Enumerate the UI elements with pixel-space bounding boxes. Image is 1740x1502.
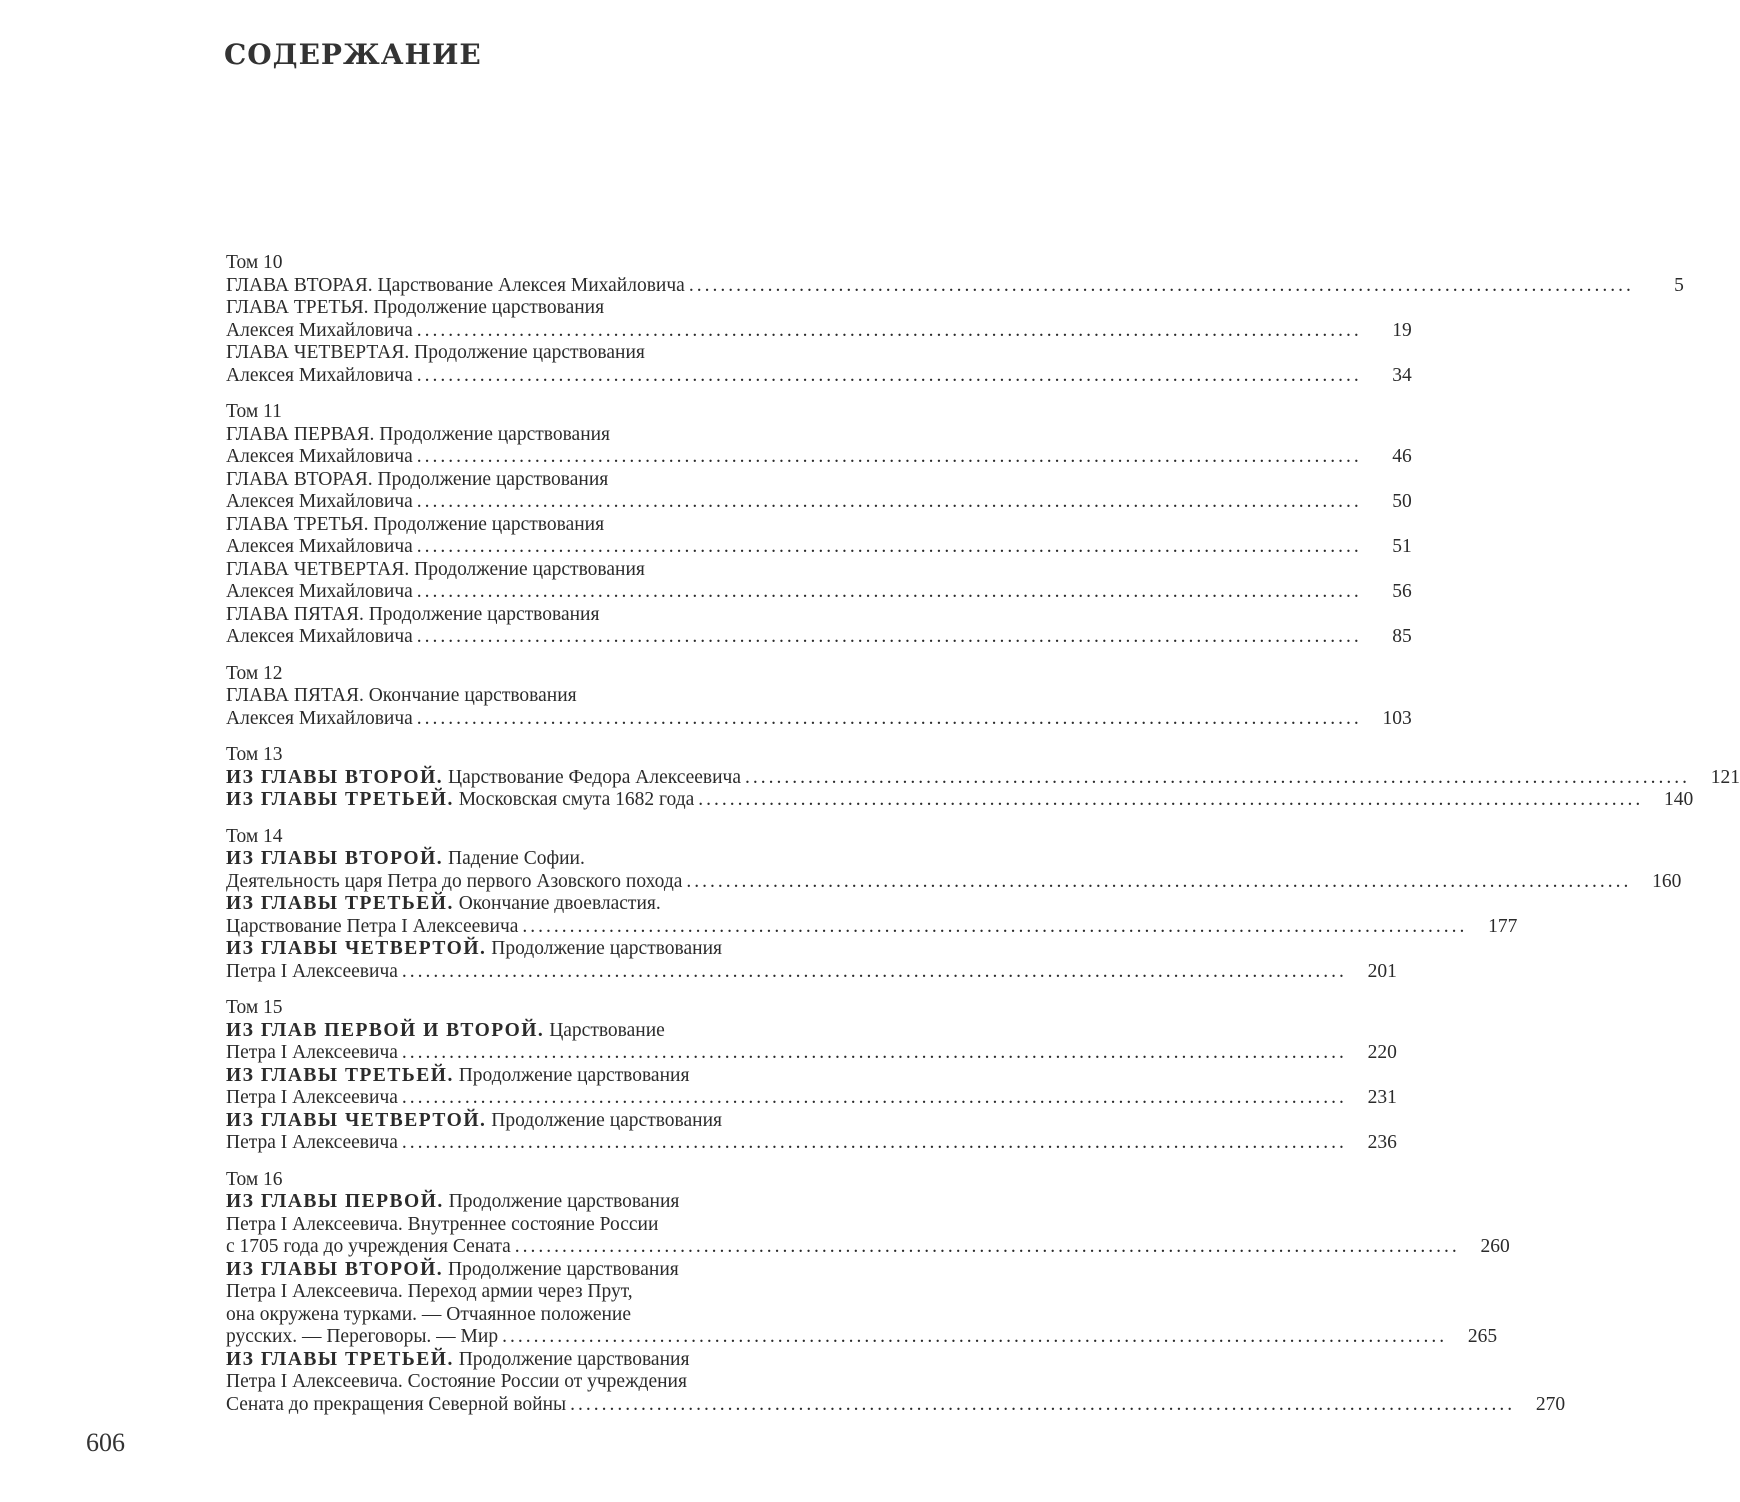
toc-entry-text: ИЗ ГЛАВ ПЕРВОЙ И ВТОРОЙ. Царствование: [226, 1019, 665, 1041]
toc-entry-text: ИЗ ГЛАВЫ ВТОРОЙ. Продолжение царствования: [226, 1258, 679, 1280]
toc-entry-text: Алексея Михайловича: [226, 581, 413, 602]
toc-entry-text: ГЛАВА ТРЕТЬЯ. Продолжение царствования: [226, 297, 605, 318]
toc-entry-text: Алексея Михайловича: [226, 536, 413, 557]
toc-entry-text: ИЗ ГЛАВЫ ЧЕТВЕРТОЙ. Продолжение царствования: [226, 1109, 722, 1131]
toc-line: [226, 848, 822, 871]
toc-page-number: 220: [1367, 1042, 1397, 1063]
toc-line: [226, 1132, 1397, 1155]
toc-line: [226, 938, 822, 961]
toc-entry-text: Петра I Алексеевича: [226, 960, 398, 982]
dot-leader: ........................................................................................................................: [745, 766, 1691, 788]
toc-entry-text: Петра I Алексеевича: [226, 1087, 398, 1108]
toc-line: [226, 1326, 1498, 1349]
toc-line: [226, 491, 1412, 514]
toc-entry-text: ИЗ ГЛАВЫ ВТОРОЙ. Падение Софии.: [226, 848, 585, 869]
toc-page-number: 5: [1674, 274, 1684, 296]
toc-entry-text: Алексея Михайловича: [226, 364, 413, 386]
toc-page-number: 236: [1367, 1132, 1397, 1153]
dot-leader: ........................................................................................................................: [570, 1393, 1516, 1415]
toc-line: [226, 424, 822, 447]
toc-page-number: 121: [1710, 766, 1740, 788]
toc-line: [226, 626, 1412, 649]
toc-page-number: 231: [1367, 1087, 1397, 1108]
toc-line: [226, 446, 1412, 469]
toc-line: [226, 559, 822, 582]
volume-title: Том 10: [226, 252, 283, 273]
toc-line: [226, 1371, 822, 1394]
toc-entry-text: Петра I Алексеевича. Переход армии через Прут,: [226, 1281, 633, 1302]
volume-title: Том 14: [226, 825, 283, 847]
toc-page-number: 34: [1392, 364, 1412, 386]
toc-entry-text: Петра I Алексеевича: [226, 1042, 398, 1063]
toc-line: [226, 274, 1684, 298]
dot-leader: ........................................................................................................................: [688, 274, 1634, 296]
toc-page-number: 56: [1392, 581, 1412, 602]
page-number: 606: [86, 1428, 125, 1457]
toc-entry-text: ГЛАВА ВТОРАЯ. Продолжение царствования: [226, 468, 609, 490]
toc-line: [226, 1393, 1566, 1417]
toc-entry-text: Петра I Алексеевича. Внутреннее состояние России: [226, 1213, 659, 1235]
toc-line: [226, 1281, 822, 1304]
toc-page-number: 46: [1392, 446, 1412, 467]
toc-entry-text: Алексея Михайловича: [226, 626, 413, 647]
toc-entry-text: ИЗ ГЛАВЫ ЧЕТВЕРТОЙ. Продолжение царствования: [226, 938, 722, 959]
toc-entry-text: ГЛАВА ТРЕТЬЯ. Продолжение царствования: [226, 513, 605, 535]
toc-line: [226, 1110, 822, 1133]
toc-entry-text: Царствование Петра I Алексеевича: [226, 915, 519, 937]
toc-volume: [226, 825, 1682, 984]
toc-line: [226, 514, 822, 537]
toc-line: [226, 893, 822, 916]
toc-line: [226, 789, 1694, 812]
toc-entry-text: ИЗ ГЛАВЫ ТРЕТЬЕЙ. Московская смута 1682 года: [226, 789, 695, 810]
dot-leader: ........................................................................................................................: [416, 536, 1362, 557]
toc-entry-text: ГЛАВА ВТОРАЯ. Царствование Алексея Михайловича: [226, 274, 685, 296]
dot-leader: ........................................................................................................................: [416, 319, 1362, 341]
toc-page-number: 140: [1664, 789, 1694, 810]
toc-line: [226, 342, 822, 365]
toc-entry-text: она окружена турками. — Отчаянное положение: [226, 1303, 632, 1325]
toc-entry-text: ГЛАВА ПЕРВАЯ. Продолжение царствования: [226, 423, 611, 445]
toc-volume: [226, 401, 1412, 649]
dot-leader: ........................................................................................................................: [401, 1132, 1347, 1153]
toc-line: [226, 1236, 1510, 1259]
toc-entry-text: ИЗ ГЛАВЫ ТРЕТЬЕЙ. Продолжение царствования: [226, 1348, 690, 1370]
volume-title: Том 12: [226, 662, 283, 684]
toc-entry-text: Алексея Михайловича: [226, 446, 413, 467]
toc-page-number: 160: [1652, 870, 1682, 892]
dot-leader: ........................................................................................................................: [401, 960, 1347, 982]
toc-page-number: 265: [1467, 1326, 1498, 1347]
dot-leader: ........................................................................................................................: [416, 491, 1362, 512]
toc-line: [226, 960, 1397, 984]
toc-volume: [226, 252, 1684, 387]
toc-volume: [226, 662, 1412, 731]
dot-leader: ........................................................................................................................: [522, 915, 1468, 937]
toc-line: [226, 1304, 822, 1327]
toc-page-number: 19: [1392, 319, 1412, 341]
toc-page-number: 270: [1535, 1393, 1566, 1415]
toc-entry-text: русских. — Переговоры. — Мир: [226, 1326, 499, 1347]
dot-leader: ........................................................................................................................: [502, 1326, 1448, 1347]
volume-title: Том 11: [226, 401, 282, 422]
toc-line: [226, 1214, 822, 1237]
toc-line: [226, 1259, 822, 1282]
toc-entry-text: Петра I Алексеевича. Состояние России от учреждения: [226, 1371, 687, 1392]
toc-volume: [226, 744, 1740, 812]
toc-line: [226, 469, 822, 492]
toc-entry-text: Деятельность царя Петра до первого Азовского похода: [226, 870, 683, 892]
toc-page-number: 177: [1488, 915, 1518, 937]
toc-entry-text: Алексея Михайловича: [226, 319, 413, 341]
toc-entry-text: ГЛАВА ПЯТАЯ. Окончание царствования: [226, 685, 577, 706]
toc-line: [226, 1065, 822, 1088]
toc-entry-text: ИЗ ГЛАВЫ ПЕРВОЙ. Продолжение царствования: [226, 1191, 680, 1212]
toc-line: [226, 707, 1412, 731]
toc-entry-text: ИЗ ГЛАВЫ ВТОРОЙ. Царствование Федора Алексеевича: [226, 766, 742, 788]
toc-line: [226, 1191, 822, 1214]
toc-line: [226, 1349, 822, 1372]
dot-leader: ........................................................................................................................: [416, 626, 1362, 647]
toc-line: [226, 581, 1412, 604]
dot-leader: ........................................................................................................................: [514, 1236, 1460, 1257]
toc-page-number: 51: [1392, 536, 1412, 557]
toc-line: [226, 604, 822, 627]
dot-leader: ........................................................................................................................: [416, 581, 1362, 602]
toc-line: [226, 297, 822, 320]
toc-entry-text: ГЛАВА ПЯТАЯ. Продолжение царствования: [226, 603, 600, 625]
toc-line: [226, 915, 1518, 939]
toc-line: [226, 1087, 1397, 1110]
volume-title: Том 13: [226, 744, 283, 765]
toc-entry-text: Сената до прекращения Северной войны: [226, 1393, 567, 1415]
toc-line: [226, 364, 1412, 388]
toc-line: [226, 766, 1740, 790]
toc-page-number: 201: [1367, 960, 1397, 982]
dot-leader: ........................................................................................................................: [416, 446, 1362, 467]
dot-leader: ........................................................................................................................: [698, 789, 1644, 810]
toc-entry-text: Алексея Михайловича: [226, 707, 413, 729]
toc-entry-text: ИЗ ГЛАВЫ ТРЕТЬЕЙ. Окончание двоевластия.: [226, 893, 661, 914]
toc-entry-text: Петра I Алексеевича: [226, 1132, 398, 1153]
toc-entry-text: Алексея Михайловича: [226, 491, 413, 512]
toc-entry-text: с 1705 года до учреждения Сената: [226, 1236, 511, 1257]
toc-page-number: 50: [1392, 491, 1412, 512]
volume-title: Том 16: [226, 1168, 283, 1190]
dot-leader: ........................................................................................................................: [401, 1042, 1347, 1063]
toc-line: [226, 1020, 822, 1043]
dot-leader: ........................................................................................................................: [416, 707, 1362, 729]
dot-leader: ........................................................................................................................: [416, 364, 1362, 386]
dot-leader: ........................................................................................................................: [686, 870, 1632, 892]
toc-entry-text: ГЛАВА ЧЕТВЕРТАЯ. Продолжение царствования: [226, 342, 645, 363]
page-title: СОДЕРЖАНИЕ: [224, 38, 482, 71]
volume-title: Том 15: [226, 997, 283, 1018]
toc-line: [226, 319, 1412, 343]
toc-page-number: 85: [1392, 626, 1412, 647]
toc-entry-text: ИЗ ГЛАВЫ ТРЕТЬЕЙ. Продолжение царствования: [226, 1064, 690, 1086]
toc-line: [226, 536, 1412, 559]
toc-volume: [226, 997, 1397, 1155]
toc-volume: [226, 1168, 1566, 1417]
toc-line: [226, 685, 822, 708]
toc-page-number: 103: [1382, 707, 1412, 729]
toc-line: [226, 1042, 1397, 1065]
toc-line: [226, 870, 1682, 894]
toc-page-number: 260: [1480, 1236, 1510, 1257]
table-of-contents: [226, 252, 1740, 1430]
dot-leader: ........................................................................................................................: [401, 1087, 1347, 1108]
toc-entry-text: ГЛАВА ЧЕТВЕРТАЯ. Продолжение царствования: [226, 558, 645, 580]
